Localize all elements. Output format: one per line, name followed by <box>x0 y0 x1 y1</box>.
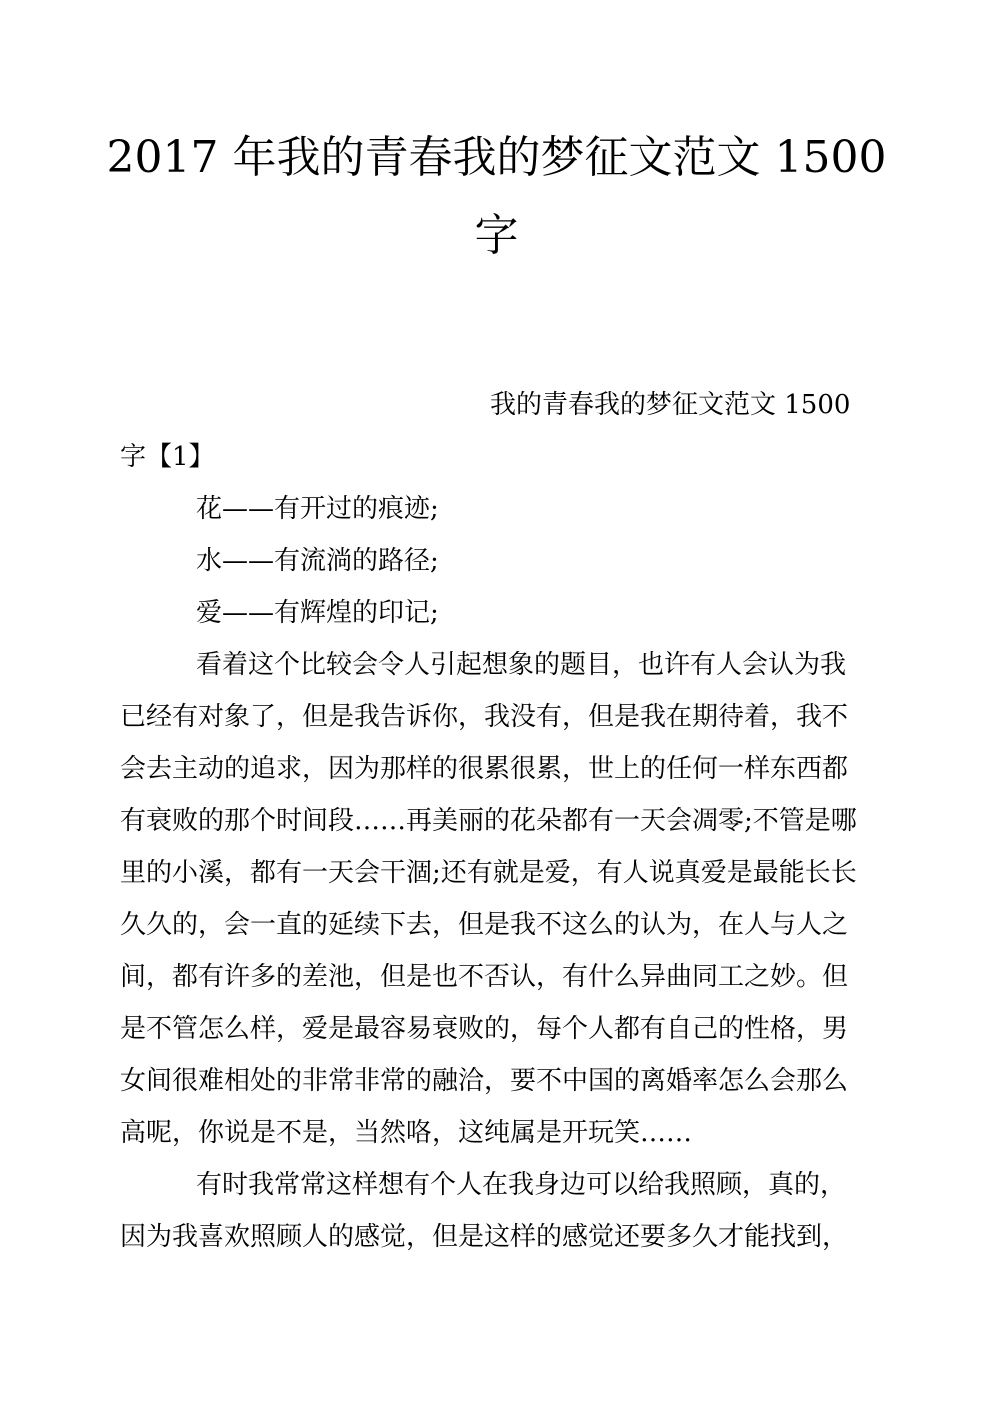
paragraph-line: 间，都有许多的差池，但是也不否认，有什么异曲同工之妙。但 <box>120 962 849 992</box>
paragraph-line: 有时我常常这样想有个人在我身边可以给我照顾，真的， <box>196 1170 847 1200</box>
verse-line: 爱——有辉煌的印记; <box>196 598 439 628</box>
paragraph-line: 女间很难相处的非常非常的融洽，要不中国的离婚率怎么会那么 <box>120 1066 849 1096</box>
paragraph-line: 久久的，会一直的延续下去，但是我不这么的认为，在人与人之 <box>120 910 849 940</box>
verse-line: 水——有流淌的路径; <box>196 546 439 576</box>
paragraph-line: 已经有对象了，但是我告诉你，我没有，但是我在期待着，我不 <box>120 702 849 732</box>
document-title-line-1: 2017 年我的青春我的梦征文范文 1500 <box>106 132 887 183</box>
paragraph-line: 里的小溪，都有一天会干涸;还有就是爱，有人说真爱是最能长长 <box>120 858 857 888</box>
section-heading-line-1: 我的青春我的梦征文范文 1500 <box>490 390 851 420</box>
paragraph-line: 会去主动的追求，因为那样的很累很累，世上的任何一样东西都 <box>120 754 849 784</box>
section-heading-line-2: 字【1】 <box>120 442 215 472</box>
paragraph-line: 是不管怎么样，爱是最容易衰败的，每个人都有自己的性格，男 <box>120 1014 849 1044</box>
paragraph-line: 因为我喜欢照顾人的感觉，但是这样的感觉还要多久才能找到， <box>120 1222 849 1252</box>
verse-line: 花——有开过的痕迹; <box>196 494 439 524</box>
paragraph-line: 有衰败的那个时间段……再美丽的花朵都有一天会凋零;不管是哪 <box>120 806 857 836</box>
paragraph-line: 看着这个比较会令人引起想象的题目，也许有人会认为我 <box>196 650 847 680</box>
paragraph-line: 高呢，你说是不是，当然咯，这纯属是开玩笑…… <box>120 1118 693 1148</box>
document-title-line-2: 字 <box>474 210 519 261</box>
